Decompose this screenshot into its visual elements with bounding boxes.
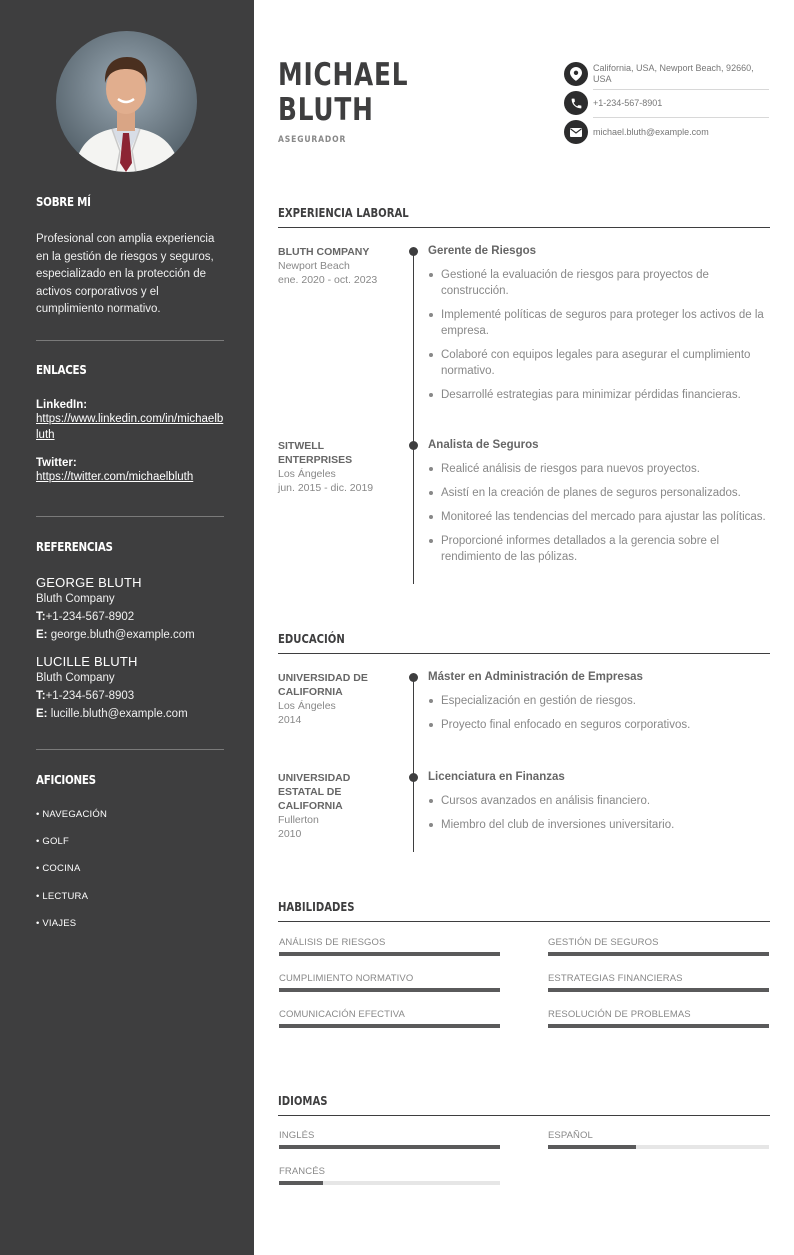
skill-name: CUMPLIMIENTO NORMATIVO (279, 973, 414, 984)
language-bar (548, 1145, 769, 1149)
sidebar-divider (36, 749, 224, 750)
language-name: INGLÉS (279, 1130, 315, 1141)
language-bar-fill (279, 1145, 500, 1149)
responsibility-item: Gestioné la evaluación de riesgos para proyectos de construcción. (428, 267, 773, 299)
hobbies-section (36, 773, 224, 945)
timeline-line (413, 678, 414, 852)
responsibility-list (428, 461, 773, 565)
language-bar-fill (279, 1181, 323, 1185)
skill-bar-fill (279, 1024, 500, 1028)
skill-bar-fill (279, 952, 500, 956)
skill-item (548, 973, 769, 992)
contact-email-text: michael.bluth@example.com (593, 126, 709, 137)
reference-company: Bluth Company (36, 672, 115, 684)
language-item (279, 1130, 500, 1149)
contact-phone-text: +1-234-567-8901 (593, 97, 663, 108)
education-title: EDUCACIÓN (278, 632, 345, 646)
about-section (36, 195, 224, 319)
skill-item (279, 1009, 500, 1028)
school-name: UNIVERSIDAD DE CALIFORNIA (278, 672, 368, 698)
contact-divider (593, 117, 769, 118)
skill-item (548, 1009, 769, 1028)
reference-item (36, 575, 224, 644)
school-location: Fullerton (278, 814, 319, 826)
skill-item (279, 937, 500, 956)
section-divider (278, 921, 770, 922)
phone-prefix: T: (36, 690, 46, 702)
linkedin-link[interactable]: https://www.linkedin.com/in/michaelbluth (36, 413, 224, 441)
reference-phone (36, 608, 224, 626)
skill-bar (548, 988, 769, 992)
responsibility-item: Desarrollé estrategias para minimizar pérdidas financieras. (428, 387, 773, 403)
company-location: Los Ángeles (278, 468, 336, 480)
section-divider (278, 653, 770, 654)
education-meta (278, 771, 398, 841)
responsibility-item: Proporcioné informes detallados a la gerencia sobre el rendimiento de las pólizas. (428, 533, 773, 565)
responsibility-item: Asistí en la creación de planes de seguros personalizados. (428, 485, 773, 501)
sidebar (0, 0, 254, 1255)
experience-details (428, 245, 773, 411)
hobbies-title: AFICIONES (36, 773, 96, 787)
linkedin-label: LinkedIn: (36, 399, 88, 411)
role-title: Gerente de Riesgos (428, 245, 537, 257)
sidebar-divider (36, 516, 224, 517)
experience-details (428, 439, 773, 573)
skill-bar (548, 1024, 769, 1028)
first-name: MICHAEL (278, 57, 409, 93)
education-detail-list (428, 693, 773, 733)
references-section (36, 540, 224, 723)
education-meta (278, 671, 398, 727)
education-detail-list (428, 793, 773, 833)
language-name: FRANCÉS (279, 1166, 326, 1177)
contact-address-text: California, USA, Newport Beach, 92660, USA (593, 63, 754, 84)
references-title: REFERENCIAS (36, 540, 113, 554)
language-bar (279, 1145, 500, 1149)
phone-prefix: T: (36, 611, 46, 623)
timeline-dot (409, 441, 418, 450)
skill-bar (279, 952, 500, 956)
skill-name: ESTRATEGIAS FINANCIERAS (548, 973, 683, 984)
reference-name: GEORGE BLUTH (36, 575, 142, 590)
reference-item (36, 654, 224, 723)
timeline-line (413, 252, 414, 584)
links-title: ENLACES (36, 363, 87, 377)
reference-phone-value: +1-234-567-8902 (45, 611, 135, 623)
responsibility-item: Monitoreé las tendencias del mercado para ajustar las políticas. (428, 509, 773, 525)
twitter-link[interactable]: https://twitter.com/michaelbluth (36, 471, 194, 483)
email-prefix: E: (36, 708, 48, 720)
languages-title: IDIOMAS (278, 1094, 328, 1108)
timeline-dot (409, 673, 418, 682)
company-name: BLUTH COMPANY (278, 246, 370, 258)
contact-phone (564, 91, 769, 115)
location-pin-icon (564, 62, 588, 86)
hobby-item: • COCINA (36, 863, 81, 875)
contact-divider (593, 89, 769, 90)
skill-bar (279, 1024, 500, 1028)
skill-bar-fill (548, 988, 769, 992)
reference-email (36, 626, 224, 644)
about-title: SOBRE MÍ (36, 195, 91, 209)
language-bar-fill (548, 1145, 636, 1149)
hobby-item: • GOLF (36, 836, 70, 848)
experience-meta (278, 439, 398, 495)
job-title: ASEGURADOR (278, 135, 347, 145)
skill-bar (279, 988, 500, 992)
section-divider (278, 227, 770, 228)
skills-title: HABILIDADES (278, 900, 355, 914)
skill-name: COMUNICACIÓN EFECTIVA (279, 1009, 405, 1020)
language-bar (279, 1181, 500, 1185)
link-linkedin (36, 399, 224, 443)
sidebar-divider (36, 340, 224, 341)
degree-title: Máster en Administración de Empresas (428, 671, 643, 683)
skill-item (548, 937, 769, 956)
education-detail-item: Proyecto final enfocado en seguros corporativos. (428, 717, 773, 733)
phone-icon (564, 91, 588, 115)
link-twitter (36, 457, 224, 485)
responsibility-item: Realicé análisis de riesgos para nuevos proyectos. (428, 461, 773, 477)
last-name: BLUTH (278, 92, 374, 128)
reference-name: LUCILLE BLUTH (36, 654, 138, 669)
reference-phone-value: +1-234-567-8903 (45, 690, 135, 702)
skill-item (279, 973, 500, 992)
responsibility-item: Implementé políticas de seguros para proteger los activos de la empresa. (428, 307, 773, 339)
hobby-item: • NAVEGACIÓN (36, 809, 108, 820)
twitter-label: Twitter: (36, 457, 77, 469)
reference-email-value: lucille.bluth@example.com (50, 708, 188, 720)
skill-bar-fill (548, 952, 769, 956)
company-location: Newport Beach (278, 260, 350, 272)
hobby-item: • LECTURA (36, 890, 89, 902)
education-detail-item: Cursos avanzados en análisis financiero. (428, 793, 773, 809)
envelope-icon (564, 120, 588, 144)
email-prefix: E: (36, 629, 48, 641)
school-name: UNIVERSIDAD ESTATAL DE CALIFORNIA (278, 772, 351, 812)
graduation-year: 2014 (278, 714, 302, 726)
section-divider (278, 1115, 770, 1116)
profile-photo (56, 31, 197, 172)
education-detail-item: Especialización en gestión de riesgos. (428, 693, 773, 709)
company-name: SITWELL ENTERPRISES (278, 440, 353, 466)
skill-bar-fill (548, 1024, 769, 1028)
language-item (548, 1130, 769, 1149)
skill-bar (548, 952, 769, 956)
skill-name: ANÁLISIS DE RIESGOS (279, 937, 386, 948)
role-title: Analista de Seguros (428, 439, 539, 451)
experience-title: EXPERIENCIA LABORAL (278, 206, 409, 220)
language-name: ESPAÑOL (548, 1130, 593, 1141)
graduation-year: 2010 (278, 828, 302, 840)
employment-dates: ene. 2020 - oct. 2023 (278, 274, 378, 286)
skill-name: GESTIÓN DE SEGUROS (548, 937, 659, 948)
experience-meta (278, 245, 398, 287)
reference-email-value: george.bluth@example.com (50, 629, 195, 641)
education-details (428, 771, 773, 841)
school-location: Los Ángeles (278, 700, 336, 712)
skill-name: RESOLUCIÓN DE PROBLEMAS (548, 1009, 691, 1020)
degree-title: Licenciatura en Finanzas (428, 771, 565, 783)
education-details (428, 671, 773, 741)
timeline-dot (409, 247, 418, 256)
employment-dates: jun. 2015 - dic. 2019 (278, 482, 374, 494)
skill-bar-fill (279, 988, 500, 992)
contact-email (564, 120, 769, 144)
about-text: Profesional con amplia experiencia en la gestión de riesgos y seguros, especializado en la protección de activos corporativos y el cumplimiento normativo. (36, 233, 215, 315)
reference-email (36, 705, 224, 723)
full-name (278, 58, 408, 128)
reference-phone (36, 687, 224, 705)
timeline-dot (409, 773, 418, 782)
responsibility-item: Colaboré con equipos legales para asegurar el cumplimiento normativo. (428, 347, 773, 379)
hobby-item: • VIAJES (36, 917, 77, 929)
reference-company: Bluth Company (36, 593, 115, 605)
responsibility-list (428, 267, 773, 403)
education-detail-item: Miembro del club de inversiones universitario. (428, 817, 773, 833)
language-item (279, 1166, 500, 1185)
links-section (36, 363, 224, 485)
contact-address (564, 62, 769, 86)
